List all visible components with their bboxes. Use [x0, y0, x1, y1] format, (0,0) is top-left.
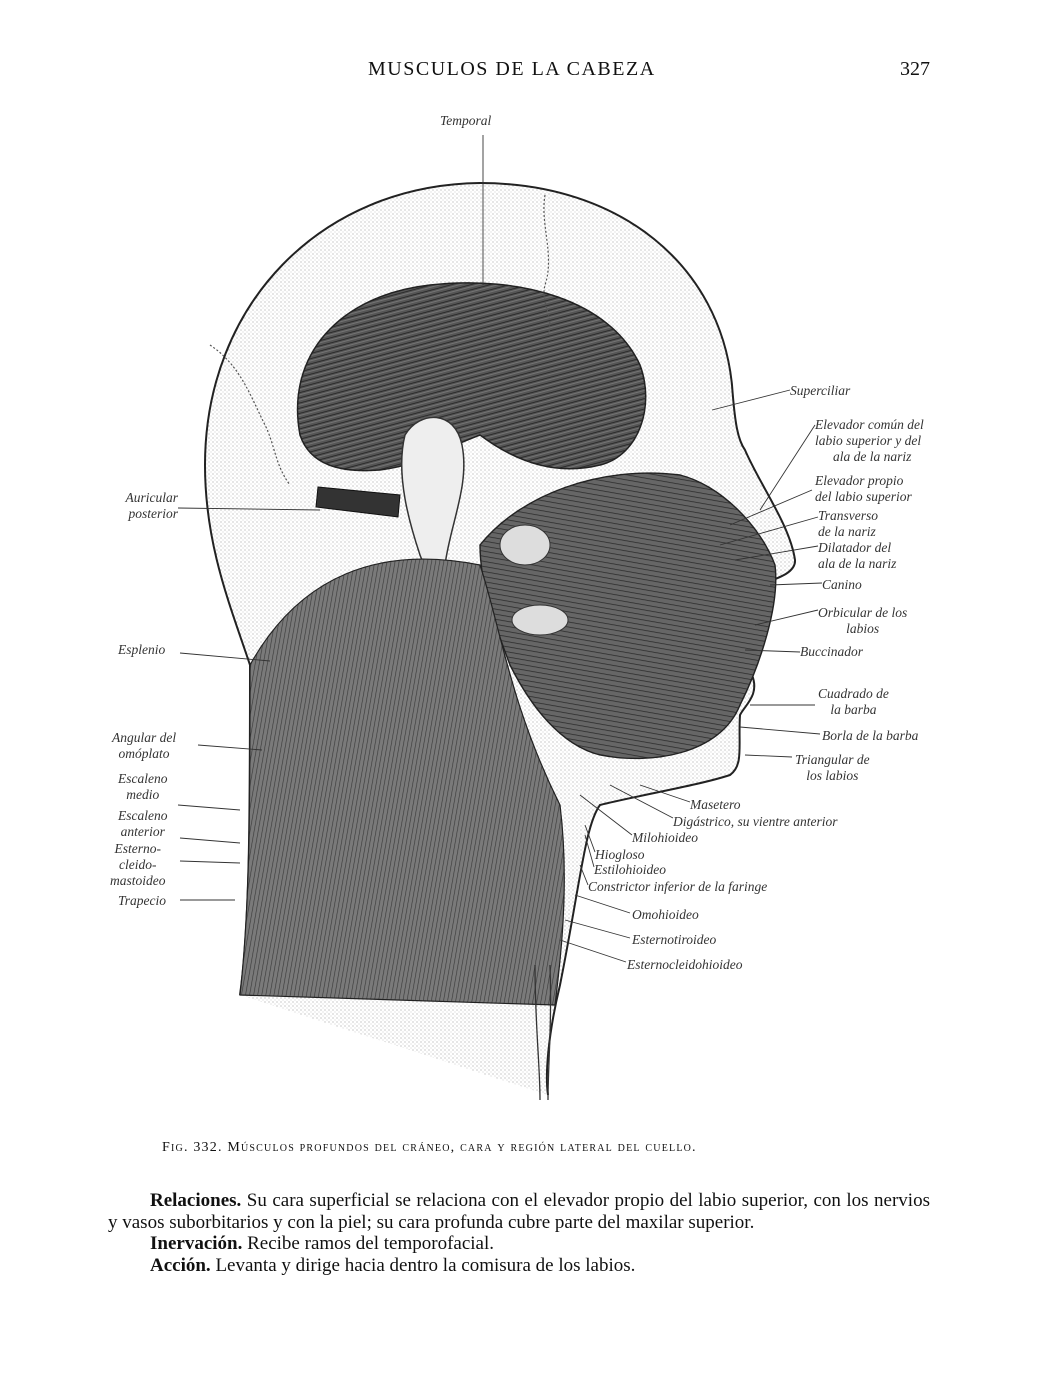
anatomical-figure — [0, 105, 1054, 1105]
label-canino: Canino — [822, 577, 862, 592]
label-esternotiroideo: Esternotiroideo — [632, 932, 717, 947]
label-constrictor: Constrictor inferior de la faringe — [588, 879, 768, 894]
label-masetero: Masetero — [690, 797, 741, 812]
figure-caption: Fig. 332. Músculos profundos del cráneo, cara y región lateral del cuello. — [162, 1140, 697, 1155]
label-hiogloso: Hiogloso — [595, 847, 645, 862]
label-orbicular: Orbicular de los labios — [818, 605, 908, 636]
label-esternocleidomastoideo: Esterno- cleido- mastoideo — [110, 841, 166, 888]
label-transverso: Transverso de la nariz — [818, 508, 879, 539]
running-title: MUSCULOS DE LA CABEZA — [368, 58, 656, 80]
text-relaciones: Su cara superficial se relaciona con el elevador propio del labio superior, con los nervios y vasos suborbitarios y con la piel; su cara profunda cubre parte del maxilar superior. — [108, 1190, 930, 1233]
label-triangular: Triangular de los labios — [795, 752, 870, 783]
orbit-opening — [500, 525, 550, 565]
label-milohioideo: Milohioideo — [632, 830, 698, 845]
label-estilohioideo: Estilohioideo — [594, 862, 666, 877]
label-trapecio: Trapecio — [118, 893, 167, 908]
label-buccinador: Buccinador — [800, 644, 863, 659]
heading-accion: Acción. — [150, 1254, 211, 1276]
label-escaleno-medio: Escaleno medio — [118, 771, 168, 802]
page-number: 327 — [900, 58, 930, 80]
label-cuadrado: Cuadrado de la barba — [818, 686, 889, 717]
label-esternocleidohioideo: Esternocleidohioideo — [627, 957, 743, 972]
paragraph-relaciones — [108, 1190, 930, 1233]
heading-inervacion: Inervación. — [150, 1233, 243, 1254]
label-omohioideo: Omohioideo — [632, 907, 699, 922]
label-elevador-comun: Elevador común del labio superior y del ala de la nariz — [815, 417, 924, 464]
text-accion: Levanta y dirige hacia dentro la comisura de los labios. — [210, 1254, 636, 1276]
label-esplenio: Esplenio — [118, 642, 166, 657]
body-text — [108, 1190, 930, 1276]
label-angular: Angular del omóplato — [112, 730, 177, 761]
heading-relaciones: Relaciones. — [150, 1190, 242, 1211]
label-superciliar: Superciliar — [790, 383, 851, 398]
label-borla: Borla de la barba — [822, 728, 919, 743]
label-auricular-posterior: Auricular posterior — [125, 490, 178, 521]
paragraph-accion — [108, 1255, 930, 1277]
mouth-opening — [512, 605, 568, 635]
label-digastrico: Digástrico, su vientre anterior — [673, 814, 838, 829]
label-dilatador: Dilatador del ala de la nariz — [818, 540, 897, 571]
paragraph-inervacion — [108, 1233, 930, 1255]
text-inervacion: Recibe ramos del temporofacial. — [242, 1233, 495, 1254]
label-elevador-propio: Elevador propio del labio superior — [815, 473, 912, 504]
label-temporal: Temporal — [440, 113, 492, 128]
running-header — [0, 58, 1054, 88]
label-escaleno-anterior: Escaleno anterior — [118, 808, 168, 839]
